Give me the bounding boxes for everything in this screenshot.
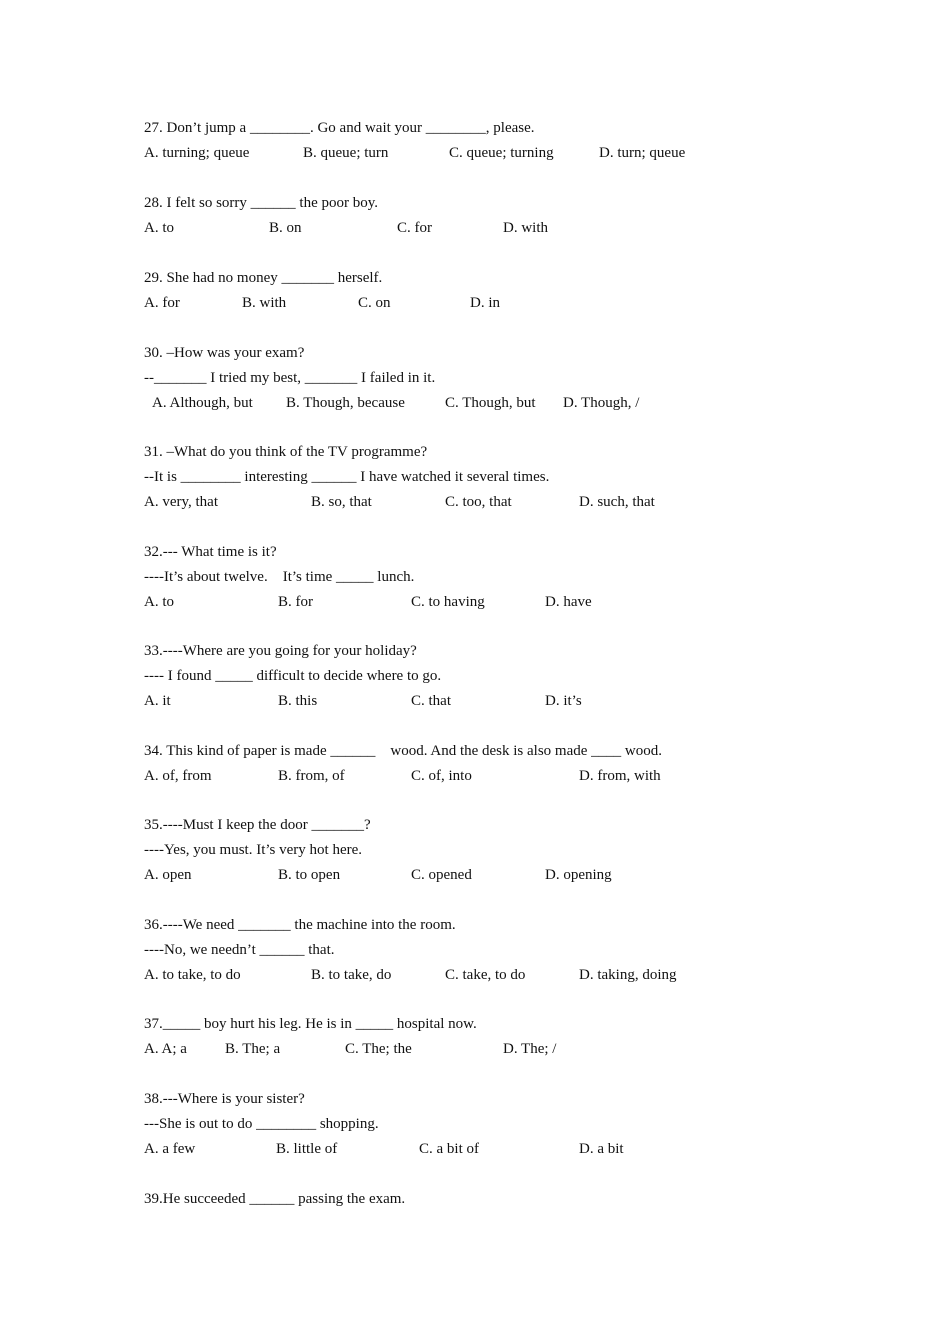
question-response: ----Yes, you must. It’s very hot here. bbox=[144, 842, 363, 858]
option-b: B. queue; turn bbox=[303, 145, 389, 161]
option-b: B. to open bbox=[278, 867, 341, 883]
option-d: D. The; / bbox=[503, 1041, 557, 1057]
question-response: --_______ I tried my best, _______ I failed in it. bbox=[144, 370, 436, 386]
option-c: C. opened bbox=[411, 867, 472, 883]
option-a: A. for bbox=[144, 295, 180, 311]
option-a: A. of, from bbox=[144, 768, 212, 784]
question-response: ---She is out to do ________ shopping. bbox=[144, 1116, 379, 1132]
question-response: --It is ________ interesting ______ I have watched it several times. bbox=[144, 469, 550, 485]
question-stem: 27. Don’t jump a ________. Go and wait your ________, please. bbox=[144, 120, 535, 136]
option-d: D. Though, / bbox=[563, 395, 640, 411]
option-c: C. a bit of bbox=[419, 1141, 479, 1157]
question-stem: 35.----Must I keep the door _______? bbox=[144, 817, 371, 833]
question-response: ---- I found _____ difficult to decide where to go. bbox=[144, 668, 442, 684]
question-stem: 37._____ boy hurt his leg. He is in _____ hospital now. bbox=[144, 1016, 477, 1032]
option-a: A. a few bbox=[144, 1141, 196, 1157]
question-stem: 32.--- What time is it? bbox=[144, 544, 277, 560]
option-b: B. this bbox=[278, 693, 318, 709]
option-a: A. to bbox=[144, 220, 174, 236]
option-d: D. such, that bbox=[579, 494, 655, 510]
question-stem: 36.----We need _______ the machine into the room. bbox=[144, 917, 456, 933]
question-stem: 30. –How was your exam? bbox=[144, 345, 305, 361]
option-c: C. queue; turning bbox=[449, 145, 554, 161]
question-stem: 34. This kind of paper is made ______ wood. And the desk is also made ____ wood. bbox=[144, 743, 662, 759]
question-stem: 33.----Where are you going for your holiday? bbox=[144, 643, 417, 659]
option-b: B. The; a bbox=[225, 1041, 281, 1057]
option-b: B. Though, because bbox=[286, 395, 405, 411]
option-d: D. turn; queue bbox=[599, 145, 686, 161]
option-c: C. that bbox=[411, 693, 451, 709]
question-stem: 39.He succeeded ______ passing the exam. bbox=[144, 1191, 406, 1207]
option-a: A. very, that bbox=[144, 494, 219, 510]
option-c: C. to having bbox=[411, 594, 485, 610]
option-d: D. it’s bbox=[545, 693, 582, 709]
option-b: B. little of bbox=[276, 1141, 338, 1157]
option-c: C. The; the bbox=[345, 1041, 412, 1057]
option-d: D. a bit bbox=[579, 1141, 624, 1157]
option-a: A. open bbox=[144, 867, 192, 883]
option-c: C. take, to do bbox=[445, 967, 526, 983]
option-b: B. to take, do bbox=[311, 967, 392, 983]
question-stem: 29. She had no money _______ herself. bbox=[144, 270, 383, 286]
option-a: A. to take, to do bbox=[144, 967, 241, 983]
option-b: B. with bbox=[242, 295, 287, 311]
option-d: D. taking, doing bbox=[579, 967, 677, 983]
option-a: A. it bbox=[144, 693, 171, 709]
option-b: B. so, that bbox=[311, 494, 372, 510]
option-b: B. on bbox=[269, 220, 302, 236]
question-stem: 38.---Where is your sister? bbox=[144, 1091, 305, 1107]
option-d: D. from, with bbox=[579, 768, 661, 784]
option-a: A. turning; queue bbox=[144, 145, 250, 161]
option-a: A. to bbox=[144, 594, 174, 610]
option-b: B. from, of bbox=[278, 768, 345, 784]
option-a: A. A; a bbox=[144, 1041, 187, 1057]
option-d: D. with bbox=[503, 220, 548, 236]
question-stem: 28. I felt so sorry ______ the poor boy. bbox=[144, 195, 378, 211]
option-d: D. have bbox=[545, 594, 592, 610]
option-b: B. for bbox=[278, 594, 313, 610]
option-c: C. Though, but bbox=[445, 395, 536, 411]
option-c: C. for bbox=[397, 220, 432, 236]
question-response: ----No, we needn’t ______ that. bbox=[144, 942, 335, 958]
option-c: C. on bbox=[358, 295, 391, 311]
option-a: A. Although, but bbox=[152, 395, 253, 411]
question-response: ----It’s about twelve. It’s time _____ lunch. bbox=[144, 569, 415, 585]
option-d: D. in bbox=[470, 295, 500, 311]
option-c: C. of, into bbox=[411, 768, 472, 784]
option-d: D. opening bbox=[545, 867, 612, 883]
option-c: C. too, that bbox=[445, 494, 512, 510]
question-stem: 31. –What do you think of the TV programme? bbox=[144, 444, 428, 460]
